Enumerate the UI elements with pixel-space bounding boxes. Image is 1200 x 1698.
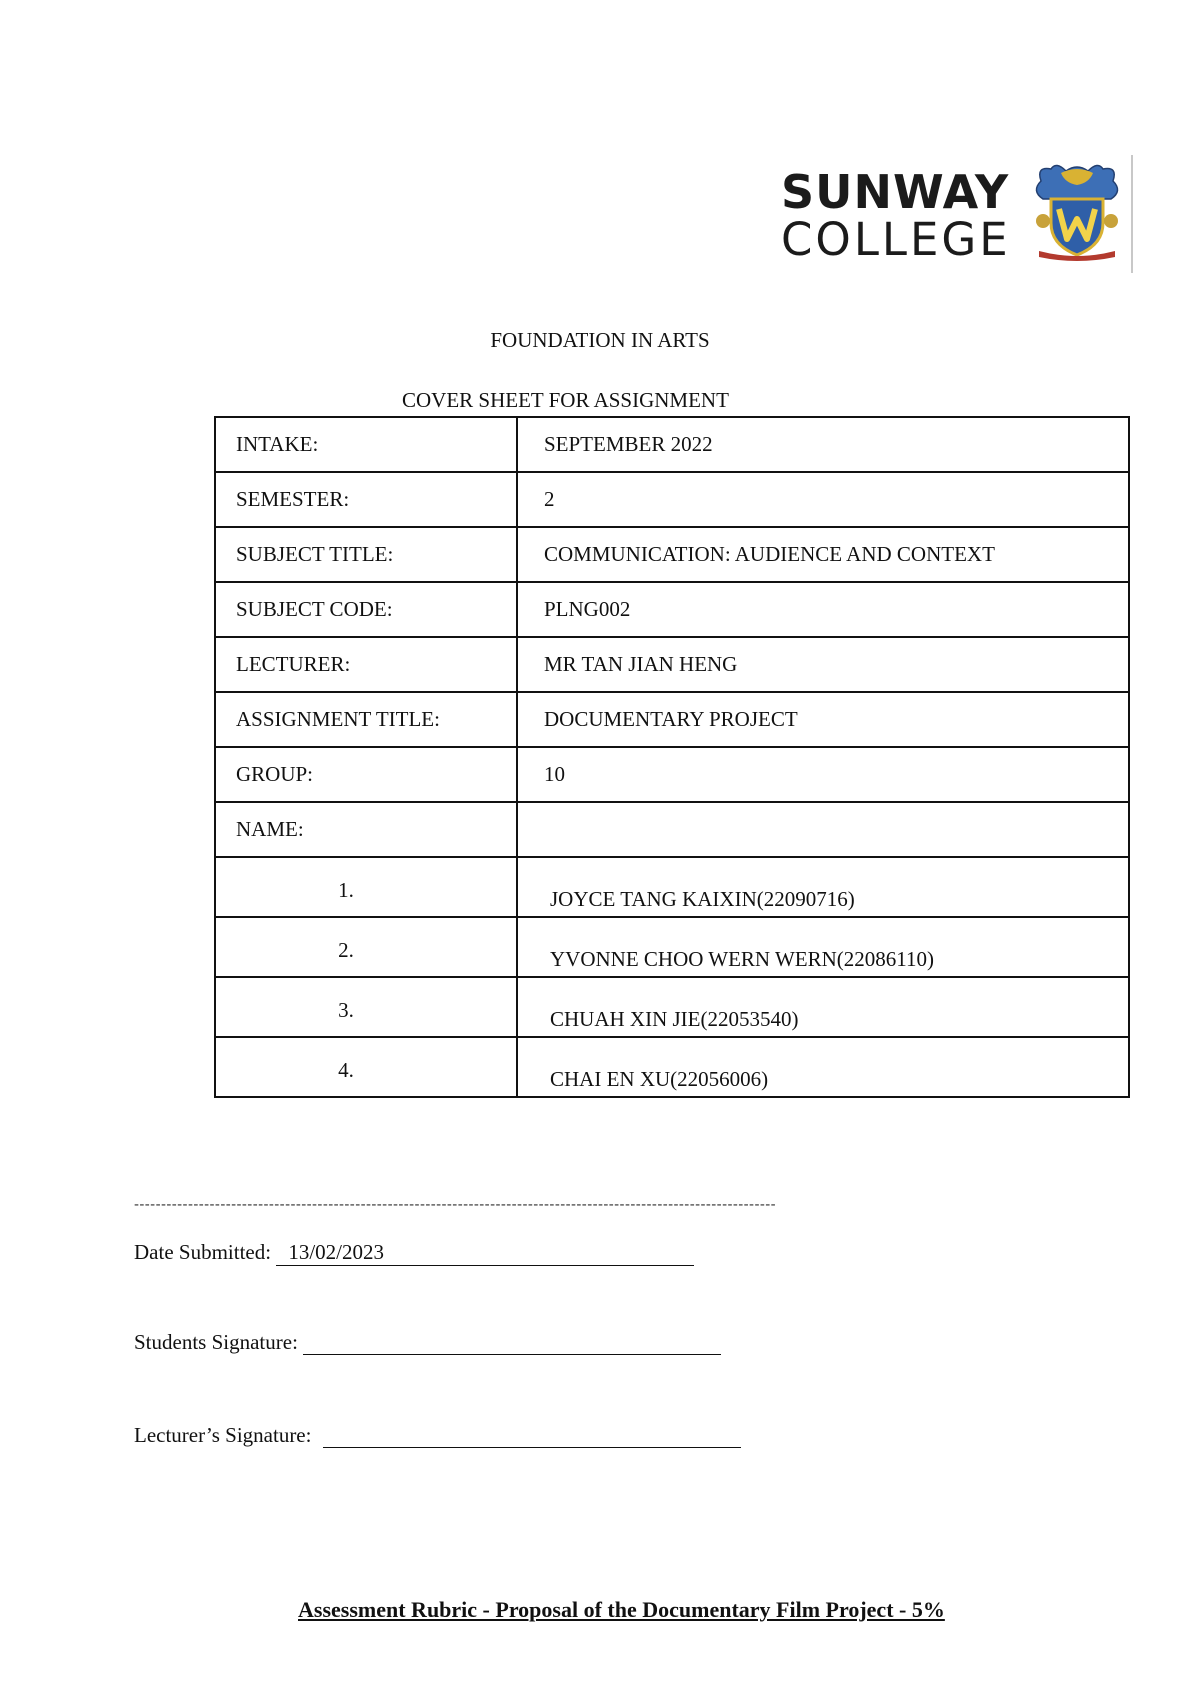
cover-sheet-title: COVER SHEET FOR ASSIGNMENT [402, 388, 729, 412]
assessment-rubric-title: Assessment Rubric - Proposal of the Documentary Film Project - 5% [298, 1597, 945, 1622]
college-logo [763, 155, 1133, 273]
member-name: YVONNE CHOO WERN WERN(22086110) [517, 917, 1129, 977]
table-row [215, 977, 1129, 1037]
group-label: GROUP: [215, 747, 517, 802]
table-row [215, 637, 1129, 692]
table-row [215, 472, 1129, 527]
member-number: 1. [215, 857, 517, 917]
table-row [215, 802, 1129, 857]
program-heading: FOUNDATION IN ARTS [490, 328, 710, 352]
date-submitted-value: 13/02/2023 [276, 1240, 694, 1266]
students-signature-label: Students Signature: [134, 1330, 304, 1354]
intake-label: INTAKE: [215, 417, 517, 472]
table-row [215, 692, 1129, 747]
member-number: 4. [215, 1037, 517, 1097]
logo-text-college: COLLEGE [781, 213, 1011, 266]
logo-text-sunway: SUNWAY [781, 165, 1010, 219]
lecturer-value: MR TAN JIAN HENG [517, 637, 1129, 692]
separator-line: ----------------------------------------------------------------------------------------------------------------------- [134, 1196, 777, 1213]
subject-code-label: SUBJECT CODE: [215, 582, 517, 637]
group-value: 10 [517, 747, 1129, 802]
lecturer-label: LECTURER: [215, 637, 517, 692]
lecturer-signature-line [134, 1423, 741, 1448]
member-name: CHAI EN XU(22056006) [517, 1037, 1129, 1097]
lecturer-signature-blank [323, 1425, 741, 1448]
assignment-title-value: DOCUMENTARY PROJECT [517, 692, 1129, 747]
date-submitted-line [134, 1240, 694, 1266]
table-row [215, 417, 1129, 472]
subject-title-label: SUBJECT TITLE: [215, 527, 517, 582]
name-label: NAME: [215, 802, 517, 857]
assignment-title-label: ASSIGNMENT TITLE: [215, 692, 517, 747]
lecturer-signature-label: Lecturer’s Signature: [134, 1423, 317, 1447]
member-name: JOYCE TANG KAIXIN(22090716) [517, 857, 1129, 917]
table-row [215, 582, 1129, 637]
semester-label: SEMESTER: [215, 472, 517, 527]
subject-title-value: COMMUNICATION: AUDIENCE AND CONTEXT [517, 527, 1129, 582]
students-signature-line [134, 1330, 721, 1355]
subject-code-value: PLNG002 [517, 582, 1129, 637]
date-submitted-label: Date Submitted: [134, 1240, 277, 1264]
table-row [215, 1037, 1129, 1097]
table-row [215, 527, 1129, 582]
table-row [215, 857, 1129, 917]
member-number: 2. [215, 917, 517, 977]
member-name: CHUAH XIN JIE(22053540) [517, 977, 1129, 1037]
students-signature-blank [303, 1332, 721, 1355]
intake-value: SEPTEMBER 2022 [517, 417, 1129, 472]
college-crest-icon [1031, 161, 1123, 261]
member-number: 3. [215, 977, 517, 1037]
table-row [215, 917, 1129, 977]
name-value-empty [517, 802, 1129, 857]
semester-value: 2 [517, 472, 1129, 527]
table-row [215, 747, 1129, 802]
cover-sheet-table [214, 416, 1130, 1098]
